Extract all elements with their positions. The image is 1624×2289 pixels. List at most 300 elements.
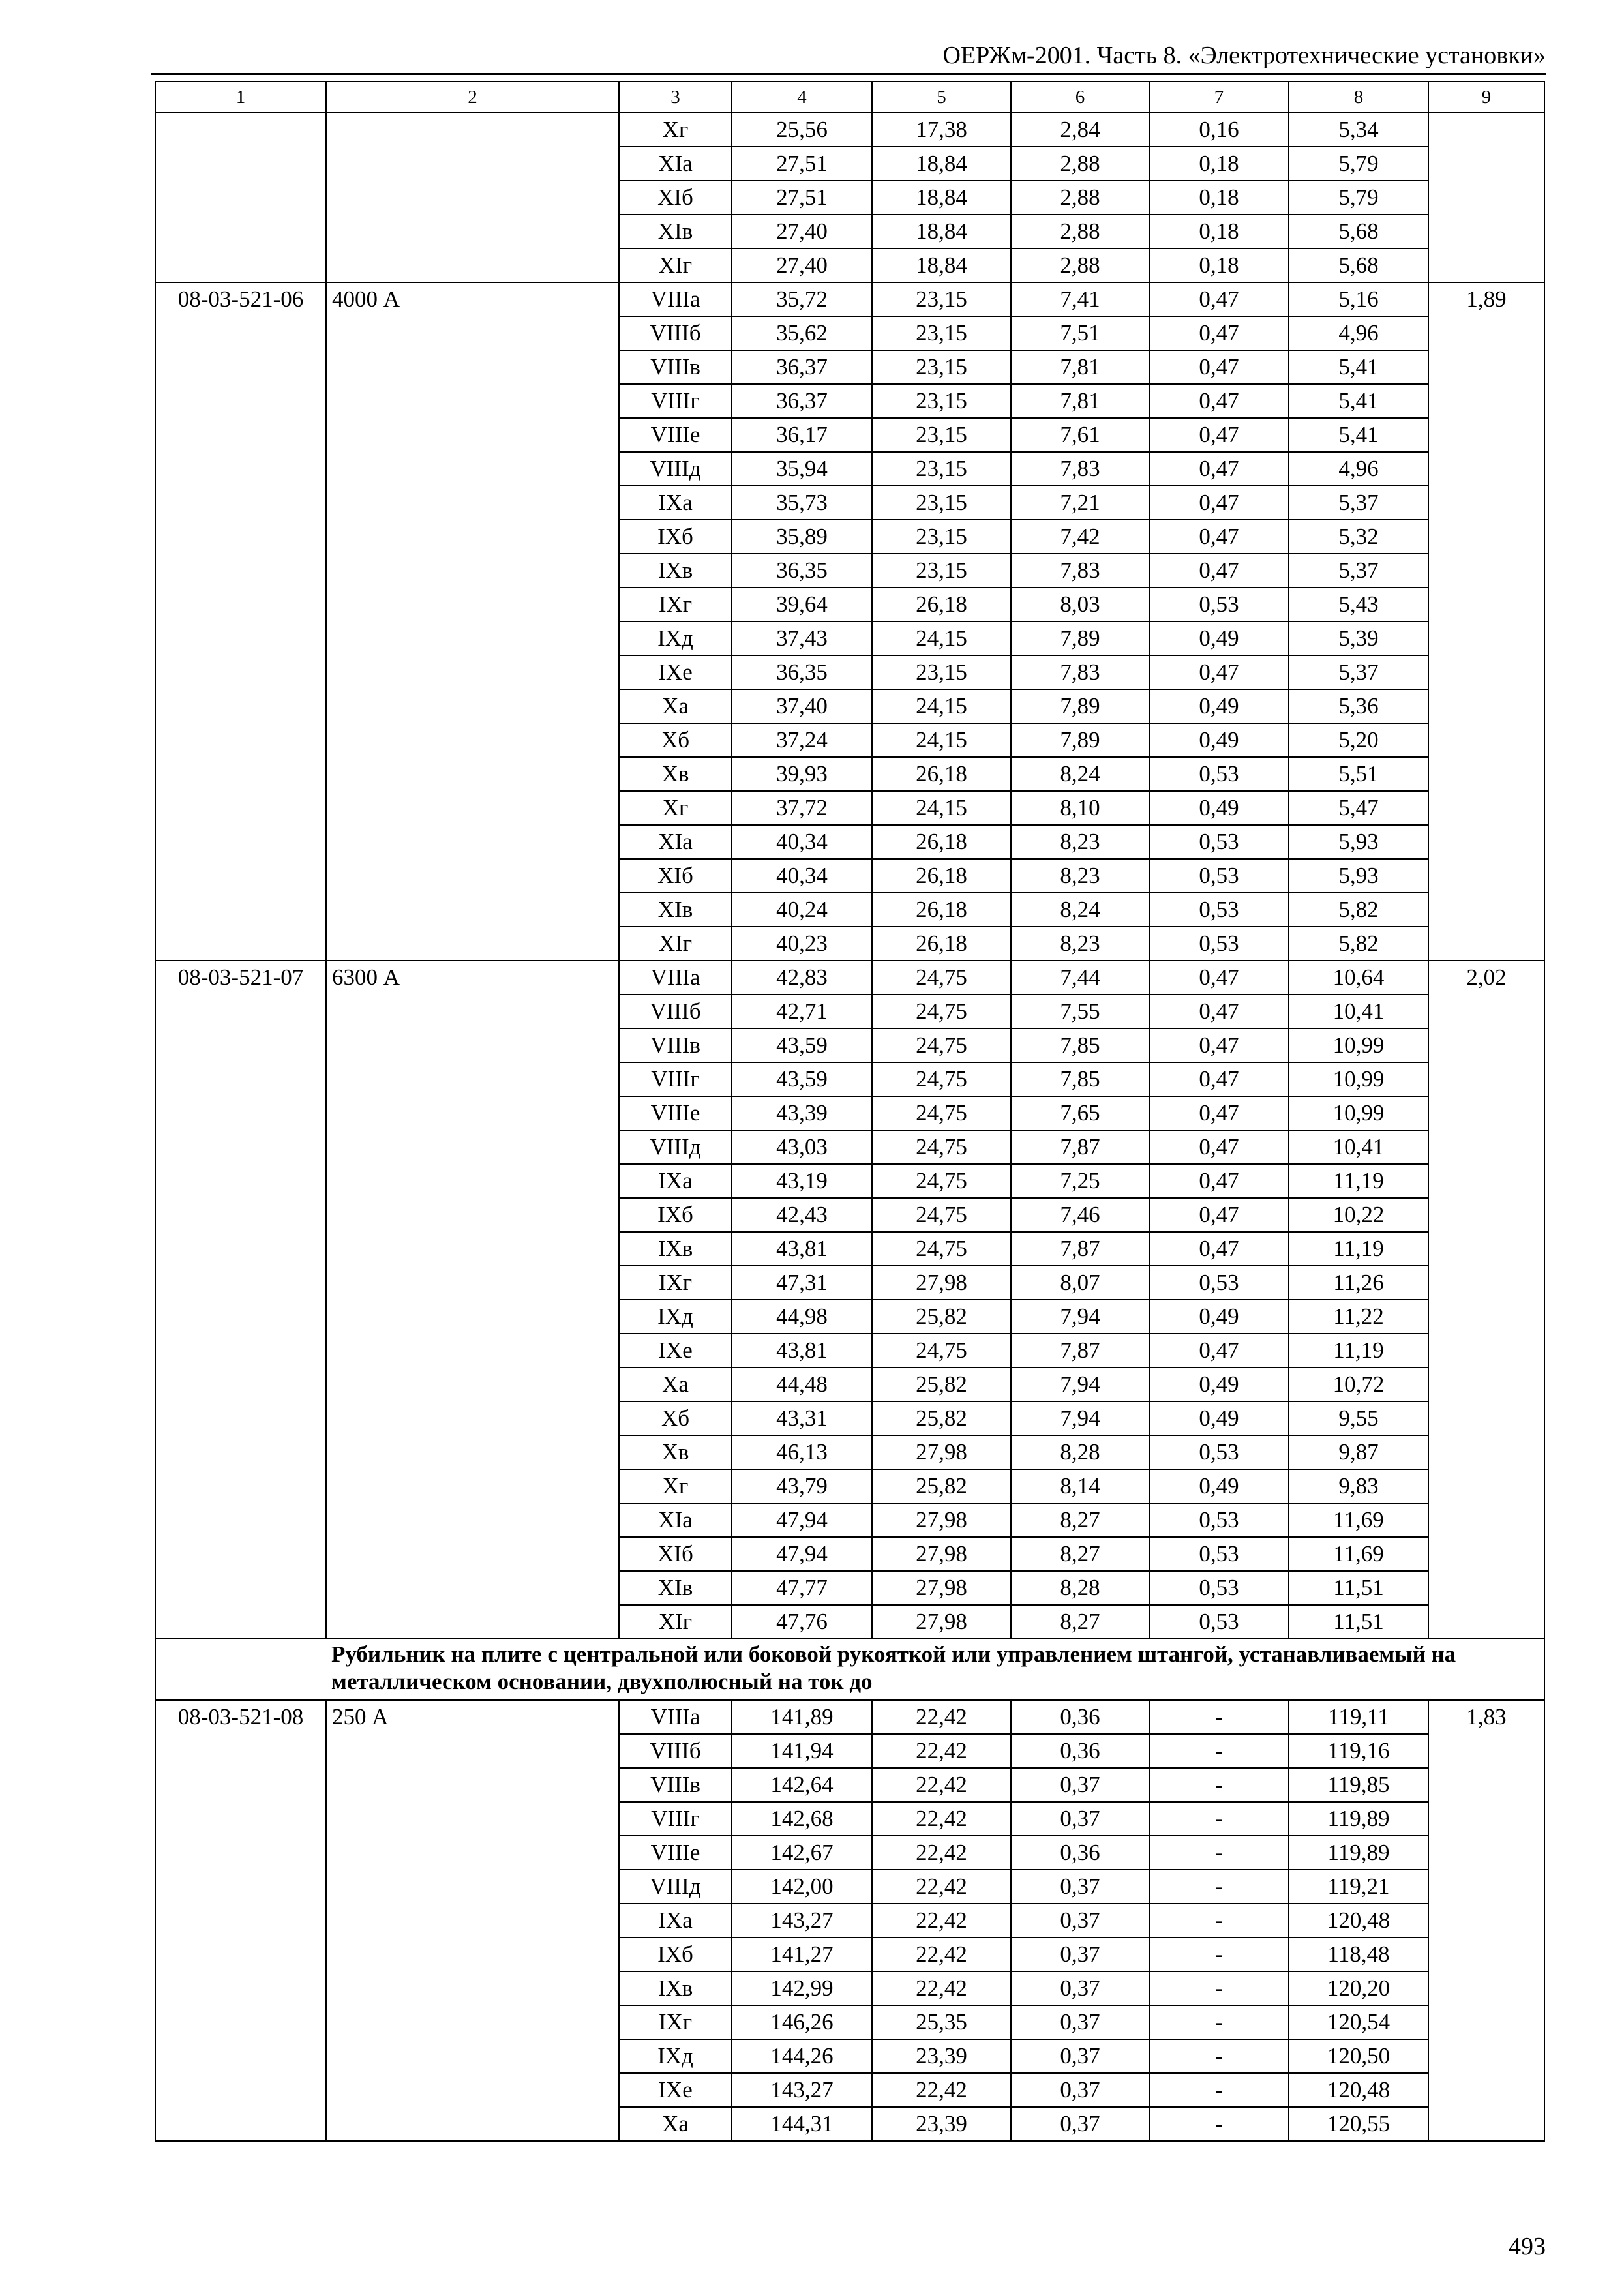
machinist-wages-cell: 0,47	[1149, 995, 1289, 1028]
machines-cell: 2,88	[1011, 181, 1149, 215]
wages-cell: 27,98	[872, 1537, 1011, 1571]
column-number: 7	[1149, 82, 1289, 113]
wages-cell: 26,18	[872, 757, 1011, 791]
machines-cell: 8,24	[1011, 757, 1149, 791]
coefficient-cell	[1428, 113, 1544, 282]
machines-cell: 7,89	[1011, 723, 1149, 757]
machines-cell: 7,51	[1011, 316, 1149, 350]
wages-cell: 22,42	[872, 1971, 1011, 2005]
wages-cell: 24,75	[872, 1096, 1011, 1130]
machinist-wages-cell: 0,47	[1149, 316, 1289, 350]
wages-cell: 25,82	[872, 1401, 1011, 1435]
total-cost-cell: 42,83	[732, 961, 872, 995]
rate-name: 4000 А	[326, 282, 619, 961]
machines-cell: 7,94	[1011, 1300, 1149, 1334]
total-cost-cell: 42,71	[732, 995, 872, 1028]
machinist-wages-cell: 0,53	[1149, 1503, 1289, 1537]
total-cost-cell: 47,77	[732, 1571, 872, 1605]
machinist-wages-cell: 0,47	[1149, 1232, 1289, 1266]
machinist-wages-cell: 0,18	[1149, 215, 1289, 248]
materials-cell: 11,69	[1289, 1503, 1428, 1537]
machinist-wages-cell: 0,53	[1149, 825, 1289, 859]
materials-cell: 5,41	[1289, 418, 1428, 452]
wages-cell: 24,75	[872, 1130, 1011, 1164]
machines-cell: 0,37	[1011, 1802, 1149, 1836]
machines-cell: 0,37	[1011, 1937, 1149, 1971]
wages-cell: 22,42	[872, 1802, 1011, 1836]
page-number: 493	[1509, 2233, 1546, 2260]
machinist-wages-cell: 0,49	[1149, 723, 1289, 757]
machinist-wages-cell: 0,47	[1149, 961, 1289, 995]
machinist-wages-cell: 0,47	[1149, 1334, 1289, 1368]
table-row	[155, 282, 1544, 316]
machines-cell: 0,37	[1011, 2005, 1149, 2039]
zone-cell: IXа	[619, 1164, 732, 1198]
machinist-wages-cell: 0,47	[1149, 1096, 1289, 1130]
machines-cell: 0,37	[1011, 2107, 1149, 2141]
machinist-wages-cell: 0,16	[1149, 113, 1289, 147]
materials-cell: 120,55	[1289, 2107, 1428, 2141]
total-cost-cell: 144,26	[732, 2039, 872, 2073]
section-heading-row	[155, 1639, 1544, 1700]
total-cost-cell: 27,51	[732, 147, 872, 181]
materials-cell: 11,19	[1289, 1232, 1428, 1266]
zone-cell: VIIIд	[619, 452, 732, 486]
machinist-wages-cell: 0,53	[1149, 588, 1289, 621]
machinist-wages-cell: 0,53	[1149, 1435, 1289, 1469]
zone-cell: IXб	[619, 1198, 732, 1232]
machines-cell: 2,88	[1011, 248, 1149, 282]
machinist-wages-cell: -	[1149, 1870, 1289, 1904]
total-cost-cell: 143,27	[732, 1904, 872, 1937]
zone-cell: VIIIв	[619, 1768, 732, 1802]
wages-cell: 18,84	[872, 248, 1011, 282]
machinist-wages-cell: 0,49	[1149, 1368, 1289, 1401]
machines-cell: 7,85	[1011, 1028, 1149, 1062]
total-cost-cell: 141,27	[732, 1937, 872, 1971]
wages-cell: 23,15	[872, 384, 1011, 418]
machinist-wages-cell: -	[1149, 2107, 1289, 2141]
machines-cell: 7,83	[1011, 452, 1149, 486]
materials-cell: 5,79	[1289, 181, 1428, 215]
zone-cell: VIIIд	[619, 1130, 732, 1164]
machines-cell: 8,23	[1011, 825, 1149, 859]
total-cost-cell: 43,59	[732, 1062, 872, 1096]
rate-code: 08-03-521-08	[155, 1700, 326, 2141]
machines-cell: 7,94	[1011, 1368, 1149, 1401]
column-number: 2	[326, 82, 619, 113]
zone-cell: XIв	[619, 893, 732, 927]
materials-cell: 4,96	[1289, 316, 1428, 350]
wages-cell: 27,98	[872, 1435, 1011, 1469]
wages-cell: 25,82	[872, 1469, 1011, 1503]
zone-cell: IXб	[619, 520, 732, 554]
total-cost-cell: 47,94	[732, 1503, 872, 1537]
materials-cell: 10,99	[1289, 1028, 1428, 1062]
total-cost-cell: 44,98	[732, 1300, 872, 1334]
materials-cell: 11,19	[1289, 1164, 1428, 1198]
total-cost-cell: 44,48	[732, 1368, 872, 1401]
machines-cell: 8,27	[1011, 1503, 1149, 1537]
zone-cell: IXг	[619, 2005, 732, 2039]
total-cost-cell: 35,73	[732, 486, 872, 520]
wages-cell: 18,84	[872, 181, 1011, 215]
machinist-wages-cell: 0,47	[1149, 384, 1289, 418]
zone-cell: IXг	[619, 588, 732, 621]
machinist-wages-cell: -	[1149, 2005, 1289, 2039]
machinist-wages-cell: 0,53	[1149, 1605, 1289, 1639]
zone-cell: VIIIг	[619, 1062, 732, 1096]
wages-cell: 26,18	[872, 825, 1011, 859]
machinist-wages-cell: 0,47	[1149, 554, 1289, 588]
zone-cell: VIIIд	[619, 1870, 732, 1904]
materials-cell: 120,48	[1289, 2073, 1428, 2107]
wages-cell: 23,15	[872, 520, 1011, 554]
machinist-wages-cell: 0,53	[1149, 859, 1289, 893]
total-cost-cell: 37,43	[732, 621, 872, 655]
zone-cell: Xа	[619, 2107, 732, 2141]
machinist-wages-cell: 0,47	[1149, 1130, 1289, 1164]
total-cost-cell: 43,03	[732, 1130, 872, 1164]
zone-cell: Xа	[619, 689, 732, 723]
wages-cell: 24,75	[872, 961, 1011, 995]
machines-cell: 0,37	[1011, 1870, 1149, 1904]
machinist-wages-cell: 0,47	[1149, 1164, 1289, 1198]
materials-cell: 5,82	[1289, 927, 1428, 961]
zone-cell: Xа	[619, 1368, 732, 1401]
total-cost-cell: 27,51	[732, 181, 872, 215]
wages-cell: 24,15	[872, 791, 1011, 825]
total-cost-cell: 27,40	[732, 248, 872, 282]
zone-cell: XIа	[619, 825, 732, 859]
table-row	[155, 961, 1544, 995]
zone-cell: VIIIа	[619, 282, 732, 316]
wages-cell: 18,84	[872, 215, 1011, 248]
machines-cell: 8,23	[1011, 927, 1149, 961]
zone-cell: Xг	[619, 791, 732, 825]
wages-cell: 24,15	[872, 689, 1011, 723]
machines-cell: 0,36	[1011, 1734, 1149, 1768]
materials-cell: 10,41	[1289, 1130, 1428, 1164]
machinist-wages-cell: 0,49	[1149, 791, 1289, 825]
zone-cell: XIб	[619, 181, 732, 215]
materials-cell: 5,93	[1289, 859, 1428, 893]
zone-cell: XIа	[619, 147, 732, 181]
total-cost-cell: 25,56	[732, 113, 872, 147]
wages-cell: 26,18	[872, 588, 1011, 621]
zone-cell: XIг	[619, 1605, 732, 1639]
zone-cell: VIIIг	[619, 1802, 732, 1836]
column-number: 9	[1428, 82, 1544, 113]
zone-cell: IXв	[619, 554, 732, 588]
materials-cell: 119,89	[1289, 1836, 1428, 1870]
zone-cell: VIIIб	[619, 316, 732, 350]
table-body	[155, 82, 1544, 2141]
total-cost-cell: 36,35	[732, 554, 872, 588]
machinist-wages-cell: 0,47	[1149, 1198, 1289, 1232]
machinist-wages-cell: -	[1149, 1700, 1289, 1734]
materials-cell: 5,68	[1289, 215, 1428, 248]
coefficient-cell: 1,83	[1428, 1700, 1544, 2141]
machinist-wages-cell: -	[1149, 1734, 1289, 1768]
total-cost-cell: 42,43	[732, 1198, 872, 1232]
machines-cell: 8,27	[1011, 1537, 1149, 1571]
wages-cell: 22,42	[872, 1836, 1011, 1870]
machines-cell: 8,24	[1011, 893, 1149, 927]
materials-cell: 5,16	[1289, 282, 1428, 316]
total-cost-cell: 43,31	[732, 1401, 872, 1435]
wages-cell: 27,98	[872, 1571, 1011, 1605]
total-cost-cell: 46,13	[732, 1435, 872, 1469]
rate-name: 6300 А	[326, 961, 619, 1639]
total-cost-cell: 40,34	[732, 825, 872, 859]
machinist-wages-cell: -	[1149, 2073, 1289, 2107]
materials-cell: 9,55	[1289, 1401, 1428, 1435]
zone-cell: IXв	[619, 1971, 732, 2005]
rate-code: 08-03-521-06	[155, 282, 326, 961]
zone-cell: IXа	[619, 1904, 732, 1937]
machines-cell: 0,37	[1011, 1971, 1149, 2005]
wages-cell: 24,75	[872, 995, 1011, 1028]
column-number: 6	[1011, 82, 1149, 113]
wages-cell: 27,98	[872, 1503, 1011, 1537]
zone-cell: Xб	[619, 723, 732, 757]
wages-cell: 22,42	[872, 1700, 1011, 1734]
machines-cell: 8,28	[1011, 1435, 1149, 1469]
machinist-wages-cell: -	[1149, 1836, 1289, 1870]
zone-cell: Xв	[619, 757, 732, 791]
zone-cell: XIг	[619, 927, 732, 961]
zone-cell: Xб	[619, 1401, 732, 1435]
machinist-wages-cell: 0,47	[1149, 486, 1289, 520]
wages-cell: 26,18	[872, 927, 1011, 961]
machines-cell: 7,61	[1011, 418, 1149, 452]
total-cost-cell: 27,40	[732, 215, 872, 248]
column-number: 8	[1289, 82, 1428, 113]
materials-cell: 10,64	[1289, 961, 1428, 995]
total-cost-cell: 43,39	[732, 1096, 872, 1130]
materials-cell: 5,82	[1289, 893, 1428, 927]
rate-code: 08-03-521-07	[155, 961, 326, 1639]
total-cost-cell: 142,67	[732, 1836, 872, 1870]
zone-cell: VIIIе	[619, 418, 732, 452]
column-number: 3	[619, 82, 732, 113]
materials-cell: 5,37	[1289, 554, 1428, 588]
machines-cell: 7,87	[1011, 1232, 1149, 1266]
materials-cell: 119,21	[1289, 1870, 1428, 1904]
wages-cell: 24,75	[872, 1232, 1011, 1266]
wages-cell: 22,42	[872, 2073, 1011, 2107]
materials-cell: 118,48	[1289, 1937, 1428, 1971]
machines-cell: 7,89	[1011, 621, 1149, 655]
column-number: 4	[732, 82, 872, 113]
total-cost-cell: 43,79	[732, 1469, 872, 1503]
machines-cell: 7,21	[1011, 486, 1149, 520]
machines-cell: 7,81	[1011, 350, 1149, 384]
machinist-wages-cell: 0,53	[1149, 1571, 1289, 1605]
table-row	[155, 1700, 1544, 1734]
machines-cell: 7,87	[1011, 1334, 1149, 1368]
machines-cell: 0,36	[1011, 1836, 1149, 1870]
section-code-cell	[155, 1639, 326, 1700]
machines-cell: 7,85	[1011, 1062, 1149, 1096]
machines-cell: 2,88	[1011, 147, 1149, 181]
total-cost-cell: 146,26	[732, 2005, 872, 2039]
machines-cell: 7,42	[1011, 520, 1149, 554]
machinist-wages-cell: 0,47	[1149, 452, 1289, 486]
wages-cell: 22,42	[872, 1937, 1011, 1971]
machinist-wages-cell: -	[1149, 1802, 1289, 1836]
zone-cell: VIIIа	[619, 961, 732, 995]
materials-cell: 5,39	[1289, 621, 1428, 655]
materials-cell: 11,22	[1289, 1300, 1428, 1334]
materials-cell: 5,32	[1289, 520, 1428, 554]
total-cost-cell: 47,31	[732, 1266, 872, 1300]
machines-cell: 0,37	[1011, 1904, 1149, 1937]
wages-cell: 27,98	[872, 1605, 1011, 1639]
machines-cell: 7,94	[1011, 1401, 1149, 1435]
machinist-wages-cell: 0,49	[1149, 621, 1289, 655]
zone-cell: XIв	[619, 1571, 732, 1605]
machinist-wages-cell: -	[1149, 2039, 1289, 2073]
wages-cell: 24,75	[872, 1334, 1011, 1368]
total-cost-cell: 36,37	[732, 384, 872, 418]
machines-cell: 7,25	[1011, 1164, 1149, 1198]
machinist-wages-cell: 0,49	[1149, 1300, 1289, 1334]
wages-cell: 23,15	[872, 316, 1011, 350]
wages-cell: 26,18	[872, 859, 1011, 893]
machinist-wages-cell: 0,47	[1149, 1062, 1289, 1096]
total-cost-cell: 47,76	[732, 1605, 872, 1639]
wages-cell: 27,98	[872, 1266, 1011, 1300]
total-cost-cell: 40,24	[732, 893, 872, 927]
materials-cell: 120,50	[1289, 2039, 1428, 2073]
total-cost-cell: 43,81	[732, 1232, 872, 1266]
wages-cell: 25,35	[872, 2005, 1011, 2039]
materials-cell: 5,51	[1289, 757, 1428, 791]
machines-cell: 7,55	[1011, 995, 1149, 1028]
zone-cell: Xг	[619, 1469, 732, 1503]
total-cost-cell: 37,24	[732, 723, 872, 757]
total-cost-cell: 35,89	[732, 520, 872, 554]
zone-cell: IXе	[619, 655, 732, 689]
machinist-wages-cell: 0,53	[1149, 927, 1289, 961]
materials-cell: 10,99	[1289, 1096, 1428, 1130]
zone-cell: VIIIв	[619, 350, 732, 384]
zone-cell: Xг	[619, 113, 732, 147]
total-cost-cell: 143,27	[732, 2073, 872, 2107]
wages-cell: 23,39	[872, 2039, 1011, 2073]
materials-cell: 5,43	[1289, 588, 1428, 621]
machines-cell: 0,36	[1011, 1700, 1149, 1734]
machinist-wages-cell: 0,47	[1149, 350, 1289, 384]
total-cost-cell: 43,19	[732, 1164, 872, 1198]
wages-cell: 25,82	[872, 1368, 1011, 1401]
coefficient-cell: 1,89	[1428, 282, 1544, 961]
zone-cell: VIIIв	[619, 1028, 732, 1062]
machines-cell: 7,83	[1011, 554, 1149, 588]
materials-cell: 9,87	[1289, 1435, 1428, 1469]
column-number: 5	[872, 82, 1011, 113]
machinist-wages-cell: 0,47	[1149, 418, 1289, 452]
total-cost-cell: 141,89	[732, 1700, 872, 1734]
machines-cell: 8,07	[1011, 1266, 1149, 1300]
zone-cell: IXд	[619, 2039, 732, 2073]
machinist-wages-cell: 0,49	[1149, 1401, 1289, 1435]
machinist-wages-cell: 0,53	[1149, 757, 1289, 791]
wages-cell: 23,15	[872, 452, 1011, 486]
wages-cell: 23,15	[872, 554, 1011, 588]
machines-cell: 7,89	[1011, 689, 1149, 723]
zone-cell: XIг	[619, 248, 732, 282]
zone-cell: IXв	[619, 1232, 732, 1266]
wages-cell: 22,42	[872, 1870, 1011, 1904]
page-header: ОЕРЖм-2001. Часть 8. «Электротехнические установки»	[942, 42, 1546, 69]
total-cost-cell: 40,23	[732, 927, 872, 961]
wages-cell: 17,38	[872, 113, 1011, 147]
total-cost-cell: 39,64	[732, 588, 872, 621]
machinist-wages-cell: 0,53	[1149, 1266, 1289, 1300]
machinist-wages-cell: 0,47	[1149, 282, 1289, 316]
machines-cell: 7,65	[1011, 1096, 1149, 1130]
machinist-wages-cell: 0,53	[1149, 1537, 1289, 1571]
total-cost-cell: 36,37	[732, 350, 872, 384]
machinist-wages-cell: 0,53	[1149, 893, 1289, 927]
materials-cell: 5,41	[1289, 384, 1428, 418]
total-cost-cell: 37,72	[732, 791, 872, 825]
machines-cell: 7,81	[1011, 384, 1149, 418]
materials-cell: 120,20	[1289, 1971, 1428, 2005]
materials-cell: 5,93	[1289, 825, 1428, 859]
zone-cell: VIIIе	[619, 1096, 732, 1130]
materials-cell: 5,79	[1289, 147, 1428, 181]
materials-cell: 10,72	[1289, 1368, 1428, 1401]
coefficient-cell: 2,02	[1428, 961, 1544, 1639]
total-cost-cell: 47,94	[732, 1537, 872, 1571]
machines-cell: 8,27	[1011, 1605, 1149, 1639]
machines-cell: 8,23	[1011, 859, 1149, 893]
materials-cell: 5,68	[1289, 248, 1428, 282]
total-cost-cell: 37,40	[732, 689, 872, 723]
materials-cell: 120,48	[1289, 1904, 1428, 1937]
materials-cell: 120,54	[1289, 2005, 1428, 2039]
table-row	[155, 113, 1544, 147]
zone-cell: VIIIг	[619, 384, 732, 418]
rates-table	[155, 81, 1545, 2142]
machinist-wages-cell: -	[1149, 1971, 1289, 2005]
zone-cell: Xв	[619, 1435, 732, 1469]
total-cost-cell: 141,94	[732, 1734, 872, 1768]
header-rule	[151, 73, 1546, 75]
zone-cell: IXа	[619, 486, 732, 520]
wages-cell: 23,15	[872, 486, 1011, 520]
machinist-wages-cell: -	[1149, 1768, 1289, 1802]
materials-cell: 11,51	[1289, 1605, 1428, 1639]
wages-cell: 23,15	[872, 655, 1011, 689]
zone-cell: XIв	[619, 215, 732, 248]
zone-cell: IXб	[619, 1937, 732, 1971]
materials-cell: 5,34	[1289, 113, 1428, 147]
materials-cell: 5,36	[1289, 689, 1428, 723]
materials-cell: 10,41	[1289, 995, 1428, 1028]
zone-cell: VIIIа	[619, 1700, 732, 1734]
machines-cell: 7,83	[1011, 655, 1149, 689]
zone-cell: IXг	[619, 1266, 732, 1300]
column-number: 1	[155, 82, 326, 113]
machinist-wages-cell: 0,18	[1149, 248, 1289, 282]
machines-cell: 8,10	[1011, 791, 1149, 825]
materials-cell: 119,89	[1289, 1802, 1428, 1836]
